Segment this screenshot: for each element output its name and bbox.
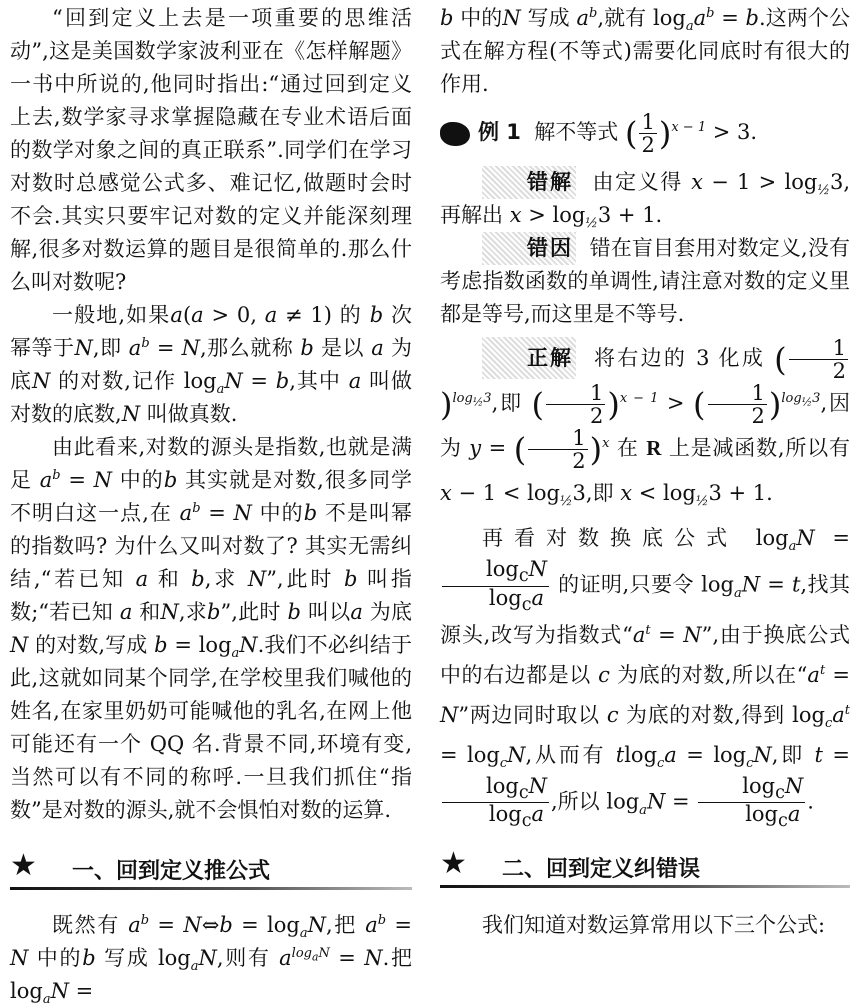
formula-paragraph: 既然有 $a^b$ = N⇔b = $\log_aN$,把 $a^b = N$ 中的b 写成 $\log_aN$,则有 $a^{log_aN} = N$.把 $\log_aN$ = xyxy=(10,913,413,1008)
correct-solution-badge: 正解 xyxy=(482,337,576,379)
wrong-reason: 错因 错在盲目套用对数定义,没有考虑指数函数的单调性,请注意对数的定义里都是等号,而这里是不等号. xyxy=(440,232,850,331)
formula-paragraph-cont: b 中的N 写成 $a^b$,就有 $\log_aa^b = b$.这两个公式在解方程(不等式)需要化同底时有很大的作用. xyxy=(440,6,850,96)
star-icon: ★ xyxy=(440,845,467,881)
wrong-reason-badge: 错因 xyxy=(482,232,576,265)
section-heading-2: ★ 二、回到定义纠错误 xyxy=(440,847,850,887)
section-rule xyxy=(440,885,850,888)
section-heading-1: ★ 一、回到定义推公式 xyxy=(10,849,412,889)
ink-blob-icon xyxy=(440,122,470,146)
intro-paragraph: “回到定义上去是一项重要的思维活动”,这是美国数学家波利亚在《怎样解题》一书中所说的,他同时指出:“通过回到定义上去,数学家寻求掌握隐藏在专业术语后面的数学对象之间的真正联系”.同学们在学习对数时总感觉公式多、难记忆,做题时会时不会.其实只要牢记对数的定义并能深刻理解,很多对数运算的题目是很简单的.那么什么叫对数呢? xyxy=(10,6,412,294)
section-rule xyxy=(10,887,412,890)
right-column xyxy=(440,0,850,942)
formulas-intro: 我们知道对数运算常用以下三个公式: xyxy=(482,912,826,937)
correct-solution: 正解 将右边的 3 化成 ( $\frac{1}{2}$ )$^{log_{\frac{1}{2}}3}$,即 ( $\frac{1}{2}$ )$^{x - 1}$ > ( $\frac{1}{2}$ )$^{log_{\frac{1}{2}}3}$,因为 y = ( $\frac{1}{2}$ )$^x$ 在 R 上是减函数,所以有 $x - 1 < \log_{\frac{1}{2}}3$,即 $x < \log_{\frac{1}{2}}3 + 1$. xyxy=(440,336,850,510)
left-column xyxy=(10,0,412,1008)
star-icon: ★ xyxy=(10,848,37,883)
wrong-solution-badge: 错解 xyxy=(482,166,576,199)
change-of-base-paragraph: 再看对数换底公式 $\log_aN$ = $\frac{\log_cN}{\log_ca}$ 的证明,只要令 $\log_aN = t$,找其源头,改写为指数式“$a^t = N$”,由于换底公式中的右边都是以 c 为底的对数,所以在“$a^t = N$”两边同时取以 c 为底的对数,得到 $\log_ca^t = \log_cN$,从而有 $tlog_ca = \log_cN$,即 t = $\frac{\log_cN}{\log_ca}$ ,所以 $\log_aN$ = $\frac{\log_cN}{\log_ca}$ . xyxy=(440,526,850,832)
source-paragraph: 由此看来,对数的源头是指数,也就是满足 $a^b = N$ 中的b 其实就是对数,很多同学不明白这一点,在 $a^b = N$ 中的b 不是叫幂的指数吗? 为什么又叫对数了? 其实无需纠结,“若已知 a 和 b,求 N”,此时 b 叫指数;“若已知 a 和N,求b”,此时 b 叫以a 为底N 的对数,写成 $b = \log_aN$.我们不必纠结于此,这就如同某个同学,在学校里我们喊他的姓名,在家里奶奶可能喊他的乳名,在网上他可能还有一个 QQ 名.背景不同,环境有变,当然可以有不同的称呼.一旦我们抓住“指数”是对数的源头,就不会惧怕对数的运算. xyxy=(10,435,412,822)
example-1: 例 1 解不等式 ( $\frac{1}{2}$ )$^{x - 1}$ > 3. xyxy=(440,111,850,156)
wrong-solution: 错解 由定义得 $x - 1 > \log_{\frac{1}{2}}3$,再解出 $x > \log_{\frac{1}{2}}3 + 1$. xyxy=(440,166,850,232)
definition-paragraph: 一般地,如果a(a > 0, a ≠ 1) 的 b 次幂等于N,即 $a^b = N$,那么就称 b 是以 a 为底N 的对数,记作 $\log_aN = b$,其中 a 叫做对数的底数,N 叫做真数. xyxy=(10,303,412,426)
